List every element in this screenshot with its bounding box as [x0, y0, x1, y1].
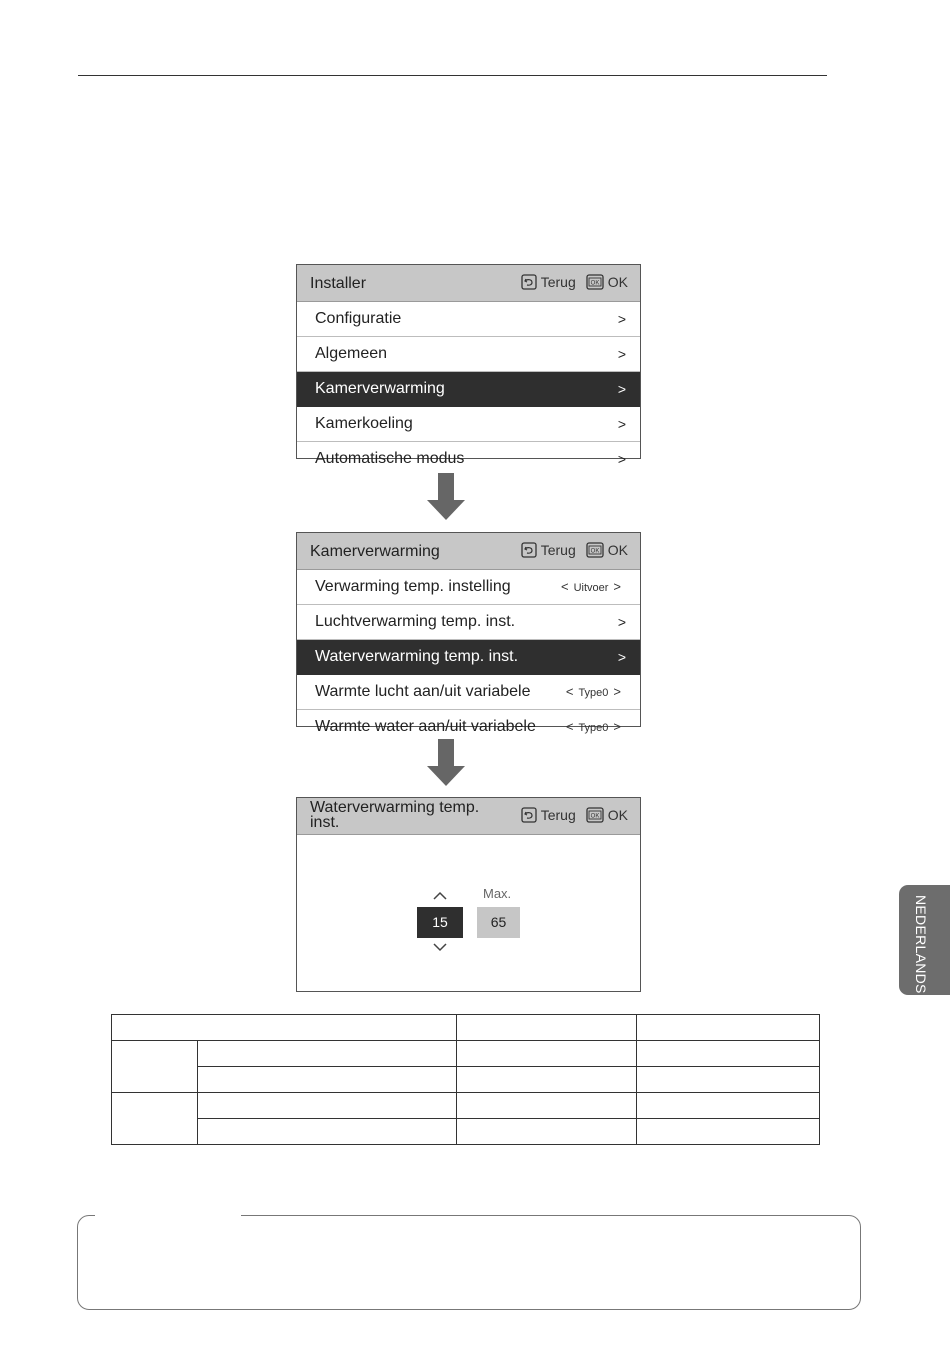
- chevron-left-icon[interactable]: <: [560, 579, 569, 594]
- screen-title: [310, 800, 479, 830]
- table-cell: [637, 1041, 820, 1067]
- language-tab-label: NEDERLANDS: [913, 895, 929, 994]
- chevron-right-icon[interactable]: >: [613, 719, 621, 734]
- chevron-right-icon: >: [617, 381, 626, 397]
- back-icon[interactable]: [521, 807, 537, 823]
- chevron-right-icon: >: [617, 416, 626, 432]
- menu-item-label: Waterverwarming temp. inst.: [315, 648, 519, 665]
- screen-title: Installer: [310, 275, 367, 292]
- option-selector[interactable]: [556, 570, 626, 605]
- ok-icon[interactable]: [586, 807, 604, 823]
- menu-item-luchtverwarming-temp-inst[interactable]: [297, 605, 640, 640]
- ok-label[interactable]: OK: [607, 274, 628, 290]
- table-cell: [456, 1093, 637, 1119]
- table-cell: [456, 1015, 637, 1041]
- back-label[interactable]: Terug: [540, 274, 576, 290]
- option-value: Uitvoer: [573, 582, 609, 594]
- table-row: [112, 1093, 820, 1119]
- menu-item-label: Kamerverwarming: [315, 380, 445, 397]
- menu-item-verwarming-temp-instelling[interactable]: [297, 570, 640, 605]
- menu-item-label: Warmte lucht aan/uit variabele: [315, 683, 531, 700]
- chevron-right-icon: >: [617, 346, 626, 362]
- chevron-right-icon[interactable]: >: [613, 684, 621, 699]
- waterverwarming-temp-screen: [296, 797, 641, 992]
- title-line-1: Waterverwarming temp.: [310, 799, 480, 816]
- chevron-right-icon: >: [617, 311, 626, 327]
- screen-header: [297, 533, 640, 570]
- svg-text:OK: OK: [590, 813, 600, 820]
- table-row: [112, 1119, 820, 1145]
- value-editor: [297, 835, 640, 991]
- title-line-2: inst.: [310, 814, 340, 831]
- menu-item-automatische-modus[interactable]: [297, 442, 640, 467]
- menu-item-kamerverwarming[interactable]: [297, 372, 640, 407]
- table-cell: [112, 1041, 198, 1093]
- temperature-value[interactable]: 15: [417, 907, 463, 938]
- max-value: 65: [477, 907, 520, 938]
- menu-item-kamerkoeling[interactable]: [297, 407, 640, 442]
- language-tab: [899, 885, 950, 995]
- table-row: [112, 1015, 820, 1041]
- menu-item-label: Warmte water aan/uit variabele: [315, 718, 536, 735]
- max-label: Max.: [483, 886, 512, 901]
- top-rule: [78, 75, 827, 76]
- table-cell: [637, 1015, 820, 1041]
- option-selector[interactable]: [561, 710, 626, 745]
- menu-item-configuratie[interactable]: [297, 302, 640, 337]
- table-cell: [197, 1093, 456, 1119]
- spec-table: [111, 1014, 820, 1145]
- menu-item-warmte-lucht-aan-uit[interactable]: [297, 675, 640, 710]
- table-cell: [456, 1041, 637, 1067]
- arrow-down-icon: [427, 473, 465, 520]
- menu-item-waterverwarming-temp-inst[interactable]: [297, 640, 640, 675]
- menu-item-label: Verwarming temp. instelling: [315, 578, 511, 595]
- installer-screen: [296, 264, 641, 467]
- table-cell: [637, 1067, 820, 1093]
- header-buttons: [521, 807, 628, 823]
- chevron-up-icon[interactable]: [433, 891, 447, 900]
- ok-label[interactable]: OK: [607, 807, 628, 823]
- table-cell: [197, 1119, 456, 1145]
- option-value: Type0: [578, 722, 609, 734]
- table-cell: [456, 1067, 637, 1093]
- menu-item-label: Kamerkoeling: [315, 415, 413, 432]
- menu-item-label: Algemeen: [315, 345, 388, 362]
- menu-item-label: Automatische modus: [315, 450, 465, 467]
- table-cell: [197, 1067, 456, 1093]
- back-icon[interactable]: [521, 542, 537, 558]
- menu-item-warmte-water-aan-uit[interactable]: [297, 710, 640, 735]
- table-cell: [112, 1093, 198, 1145]
- back-label[interactable]: Terug: [540, 542, 576, 558]
- chevron-right-icon: >: [617, 451, 626, 467]
- table-cell: [637, 1119, 820, 1145]
- screen-header: [297, 265, 640, 302]
- option-value: Type0: [578, 687, 609, 699]
- menu-item-label: Configuratie: [315, 310, 402, 327]
- menu-item-label: Luchtverwarming temp. inst.: [315, 613, 516, 630]
- arrow-down-icon: [427, 739, 465, 786]
- option-selector[interactable]: [561, 675, 626, 710]
- table-cell: [456, 1119, 637, 1145]
- table-row: [112, 1041, 820, 1067]
- table-cell: [197, 1041, 456, 1067]
- back-label[interactable]: Terug: [540, 807, 576, 823]
- ok-icon[interactable]: [586, 542, 604, 558]
- table-row: [112, 1067, 820, 1093]
- chevron-right-icon: >: [617, 649, 626, 665]
- chevron-right-icon[interactable]: >: [613, 579, 621, 594]
- ok-icon[interactable]: [586, 274, 604, 290]
- header-buttons: [521, 274, 628, 290]
- kamerverwarming-screen: [296, 532, 641, 735]
- chevron-right-icon: >: [617, 614, 626, 630]
- screen-title: Kamerverwarming: [310, 543, 440, 560]
- menu-item-algemeen[interactable]: [297, 337, 640, 372]
- back-icon[interactable]: [521, 274, 537, 290]
- chevron-down-icon[interactable]: [433, 943, 447, 952]
- chevron-left-icon[interactable]: <: [565, 684, 574, 699]
- table-cell: [112, 1015, 457, 1041]
- screen-header: [297, 798, 640, 835]
- note-title-gap: [95, 1212, 241, 1218]
- chevron-left-icon[interactable]: <: [565, 719, 574, 734]
- table-cell: [637, 1093, 820, 1119]
- header-buttons: [521, 542, 628, 558]
- svg-text:OK: OK: [590, 280, 600, 287]
- ok-label[interactable]: OK: [607, 542, 628, 558]
- svg-text:OK: OK: [590, 548, 600, 555]
- note-box: [77, 1215, 861, 1310]
